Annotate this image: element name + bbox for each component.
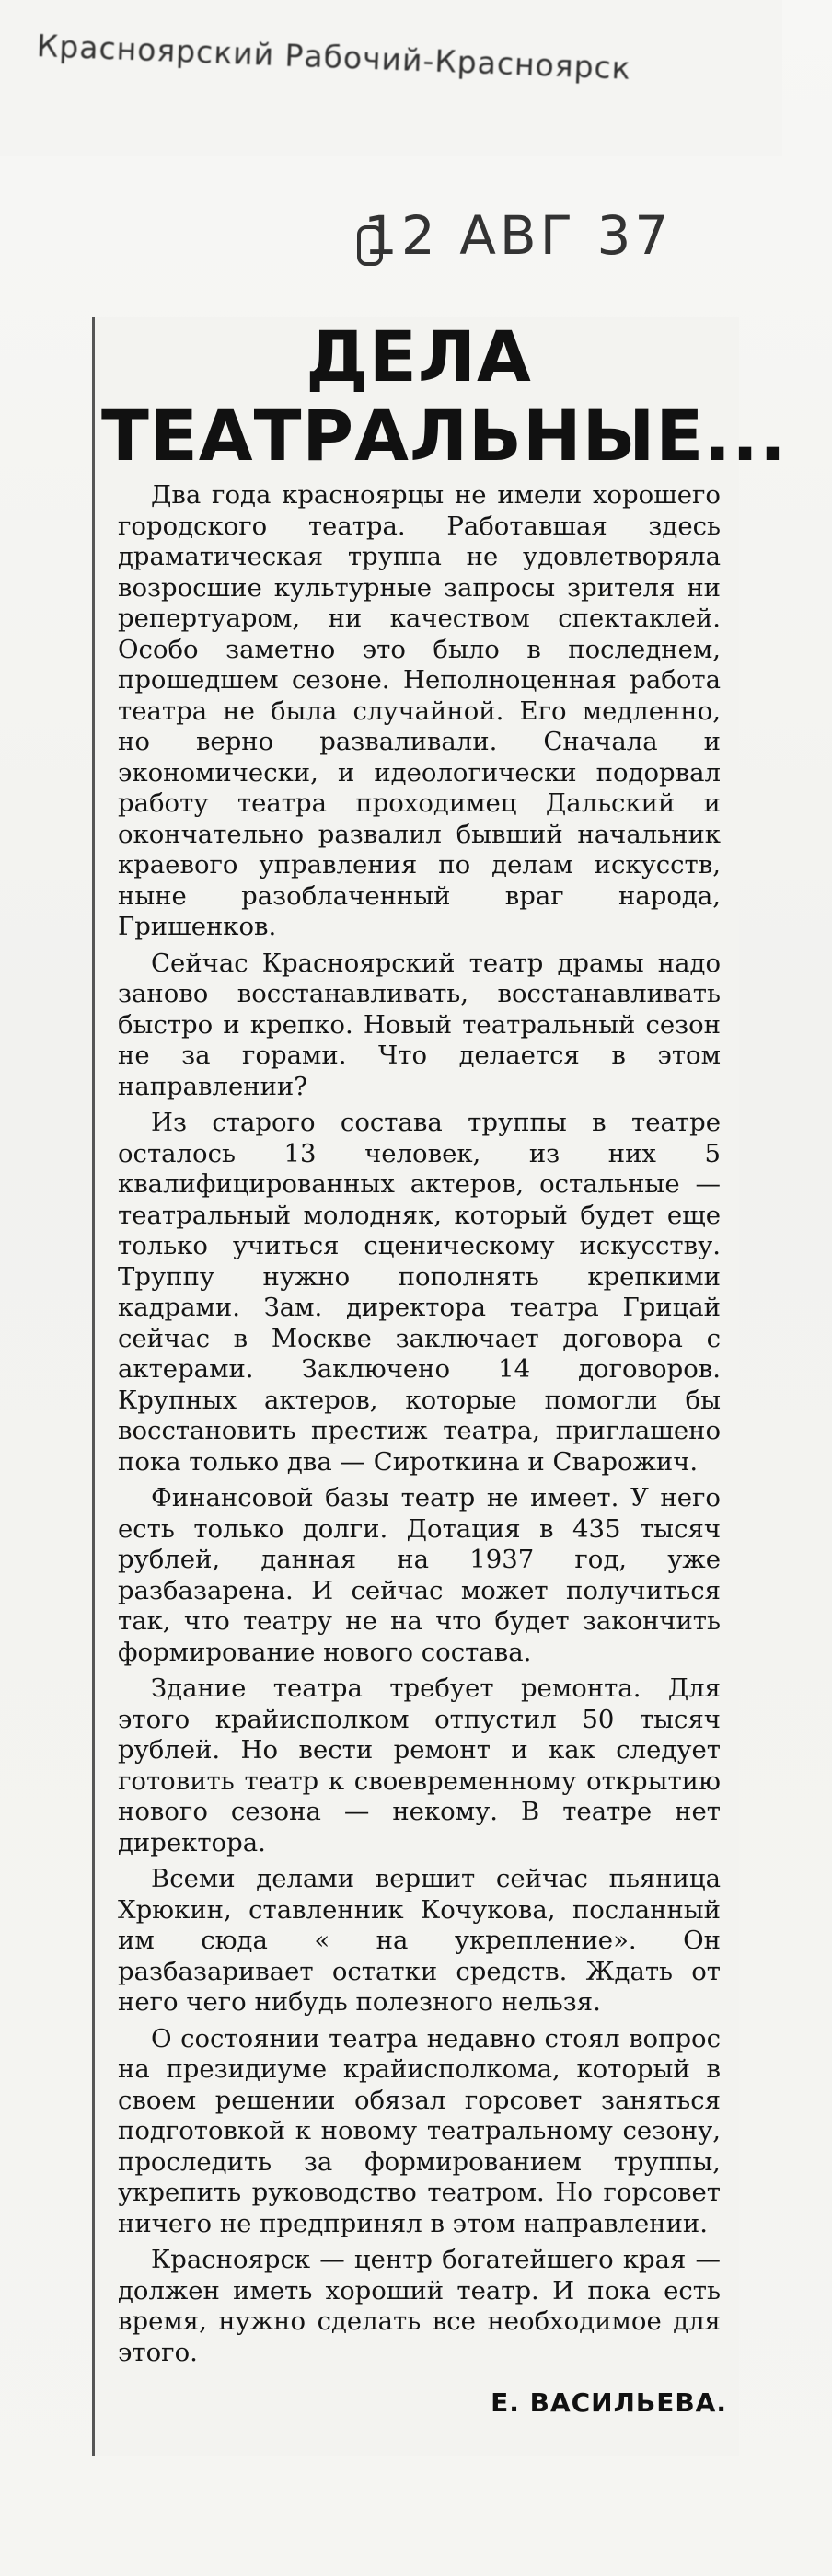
article-paragraph: Красноярск — центр богатейшего края — должен иметь хороший театр. И пока есть время, нужно сделать все необходимое для этого.	[118, 2245, 721, 2367]
author-signature: Е. ВАСИЛЬЕВА.	[491, 2387, 727, 2418]
article-paragraph: Здание театра требует ремонта. Для этого крайисполком отпустил 50 тысяч рублей. Но вести ремонт и как следует готовить театр к своевременному открытию нового сезона — некому. В театре нет директора.	[118, 1673, 721, 1857]
article-paragraph: Финансовой базы театр не имеет. У него есть только долги. Дотация в 435 тысяч рублей, данная на 1937 год, уже разбазарена. И сейчас может получиться так, что театру не на что будет закончить формирование нового состава.	[118, 1483, 721, 1667]
article-paragraph: Два года красноярцы не имели хорошего городского театра. Работавшая здесь драматическая труппа не удовлетворяла возросшие культурные запросы зрителя ни репертуаром, ни качеством спектаклей. Особо заметно это было в последнем, прошедшем сезоне. Неполноценная работа театра не была случайной. Его медленно, но верно разваливали. Сначала и экономически, и идеологически подорвал работу театра проходимец Дальский и окончательно развалил бывший начальник краевого управления по делам искусств, ныне разоблаченный враг народа, Гришенков.	[118, 480, 721, 941]
article-paragraph: Из старого состава труппы в театре осталось 13 человек, из них 5 квалифицированных актеров, остальные — театральный молодняк, который будет еще только учиться сценическому искусству. Труппу нужно пополнять крепкими кадрами. Зам. директора театра Грицай сейчас в Москве заключает договора с актерами. Заключено 14 договоров. Крупных актеров, которые помогли бы восстановить престиж театра, приглашено пока только два — Сироткина и Сварожич.	[118, 1108, 721, 1477]
article-paragraph: О состоянии театра недавно стоял вопрос на президиуме крайисполкома, который в своем решении обязал горсовет заняться подготовкой к новому театральному сезону, проследить за формированием труппы, укрепить руководство театром. Но горсовет ничего не предпринял в этом направлении.	[118, 2023, 721, 2238]
date-stamp: 12 АВГ 37	[364, 204, 673, 267]
article-paragraph: Всеми делами вершит сейчас пьяница Хрюкин, ставленник Кочукова, посланный им сюда « на укрепление». Он разбазаривает остатки средств. Ждать от него чего нибудь полезного нельзя.	[118, 1864, 721, 2017]
article-body	[118, 480, 721, 2374]
article-title: ДЕЛА ТЕАТРАЛЬНЫЕ...	[101, 316, 787, 477]
newspaper-source-label: Красноярский Рабочий-Красноярск	[36, 28, 632, 86]
article-paragraph: Сейчас Красноярский театр драмы надо заново восстанавливать, восстанавливать быстро и крепко. Новый театральный сезон не за горами. Что делается в этом направлении?	[118, 948, 721, 1101]
